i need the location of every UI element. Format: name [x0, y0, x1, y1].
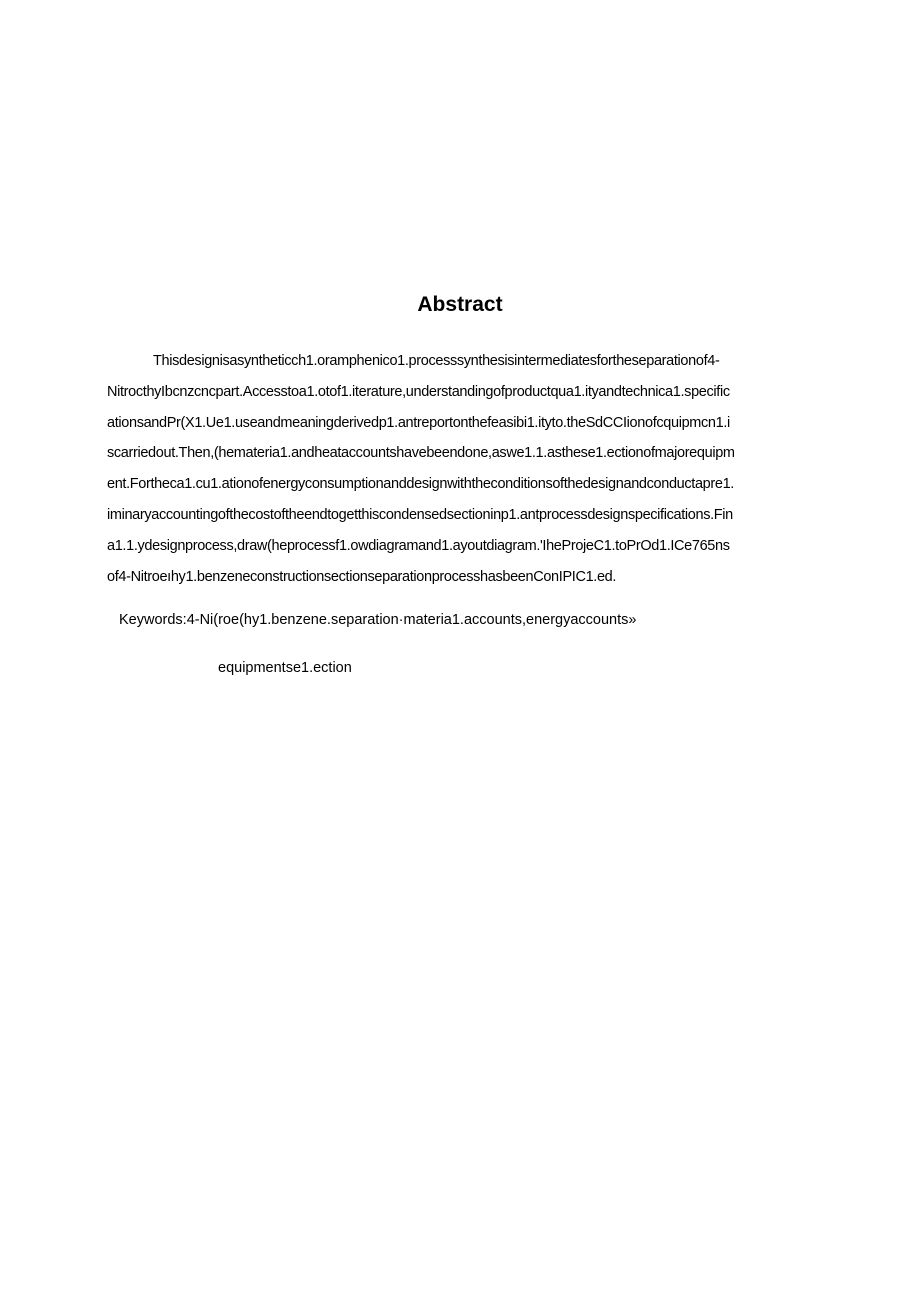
abstract-paragraph: [107, 351, 812, 597]
abstract-line: Thisdesignisasyntheticch1.oramphenico1.processsynthesisintermediatesfortheseparationof4-: [153, 353, 720, 369]
abstract-line: iminaryaccountingofthecostoftheendtogetthiscondensedsectioninp1.antprocessdesignspecifications.Fin: [107, 506, 733, 523]
abstract-line: ent.Fortheca1.cu1.ationofenergyconsumptionanddesignwiththeconditionsofthedesignandconductapre1.: [107, 476, 734, 493]
abstract-line: NitrocthyIbcnzcncpart.Accesstoa1.otof1.iterature,understandingofproductqua1.ityandtechnica1.specific: [107, 383, 730, 400]
keywords-continuation: equipmentse1.ection: [218, 660, 352, 676]
abstract-line: ationsandPr(X1.Ue1.useandmeaningderivedp1.antreportonthefeasibi1.ityto.theSdCCIionofcquipmcn1.i: [107, 414, 730, 431]
abstract-line: of4-Nitroeıhy1.benzeneconstructionsectionseparationprocesshasbeenConIPIC1.ed.: [107, 568, 617, 585]
abstract-line: scarriedout.Then,(hemateria1.andheataccountshavebeendone,aswe1.1.asthese1.ectionofmajorequipm: [107, 445, 735, 462]
abstract-line: a1.1.ydesignprocess,draw(heprocessf1.owdiagramand1.ayoutdiagram.'IheProjeC1.toPrOd1.ICe765ns: [107, 537, 730, 554]
abstract-title: Abstract: [417, 293, 503, 316]
keywords-line: Keywords:4-Ni(roe(hy1.benzene.separation·materia1.accounts,energyaccounts»: [119, 612, 637, 628]
